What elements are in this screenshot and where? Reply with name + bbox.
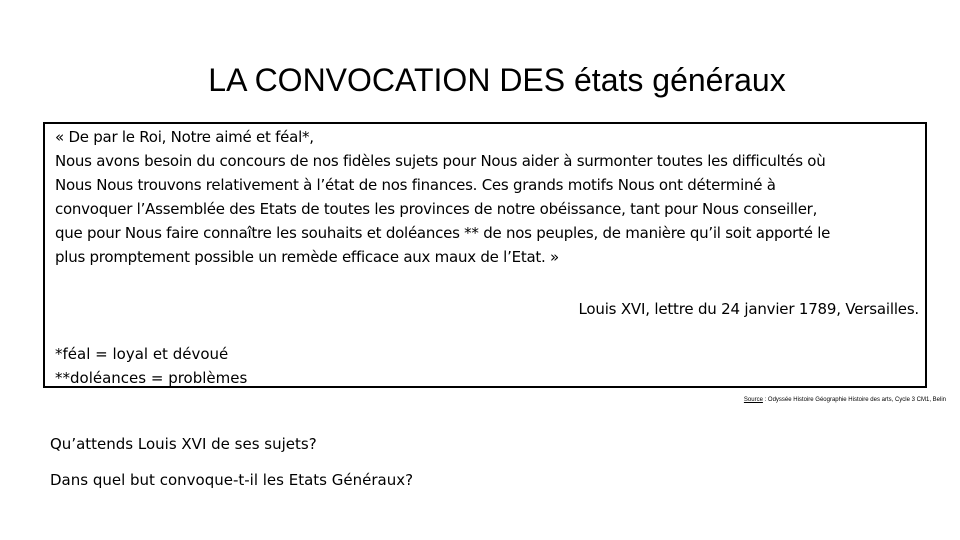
quote-line: plus promptement possible un remède efficace aux maux de l’Etat. » <box>55 248 559 266</box>
footnote-doleances: **doléances = problèmes <box>55 369 248 387</box>
quote-line: Nous Nous trouvons relativement à l’état de nos finances. Ces grands motifs Nous ont déterminé à <box>55 176 776 194</box>
source-citation <box>744 396 946 404</box>
quote-line: Nous avons besoin du concours de nos fidèles sujets pour Nous aider à surmonter toutes les difficultés où <box>55 152 826 170</box>
source-text: : Odyssée Histoire Géographie Histoire des arts, Cycle 3 CM1, Belin <box>762 397 946 403</box>
source-label: Source <box>743 397 763 403</box>
quote-line: « De par le Roi, Notre aimé et féal*, <box>55 128 314 146</box>
question-1: Qu’attends Louis XVI de ses sujets? <box>50 435 317 453</box>
quote-box <box>43 122 927 388</box>
quote-signature: Louis XVI, lettre du 24 janvier 1789, Versailles. <box>578 300 919 318</box>
footnote-feal: *féal = loyal et dévoué <box>55 345 229 363</box>
quote-line: convoquer l’Assemblée des Etats de toutes les provinces de notre obéissance, tant pour Nous conseiller, <box>55 200 818 218</box>
quote-line: que pour Nous faire connaître les souhaits et doléances ** de nos peuples, de manière qu’il soit apporté le <box>55 224 831 242</box>
question-2: Dans quel but convoque-t-il les Etats Généraux? <box>50 471 414 489</box>
page-title: LA CONVOCATION DES états généraux <box>208 62 786 98</box>
